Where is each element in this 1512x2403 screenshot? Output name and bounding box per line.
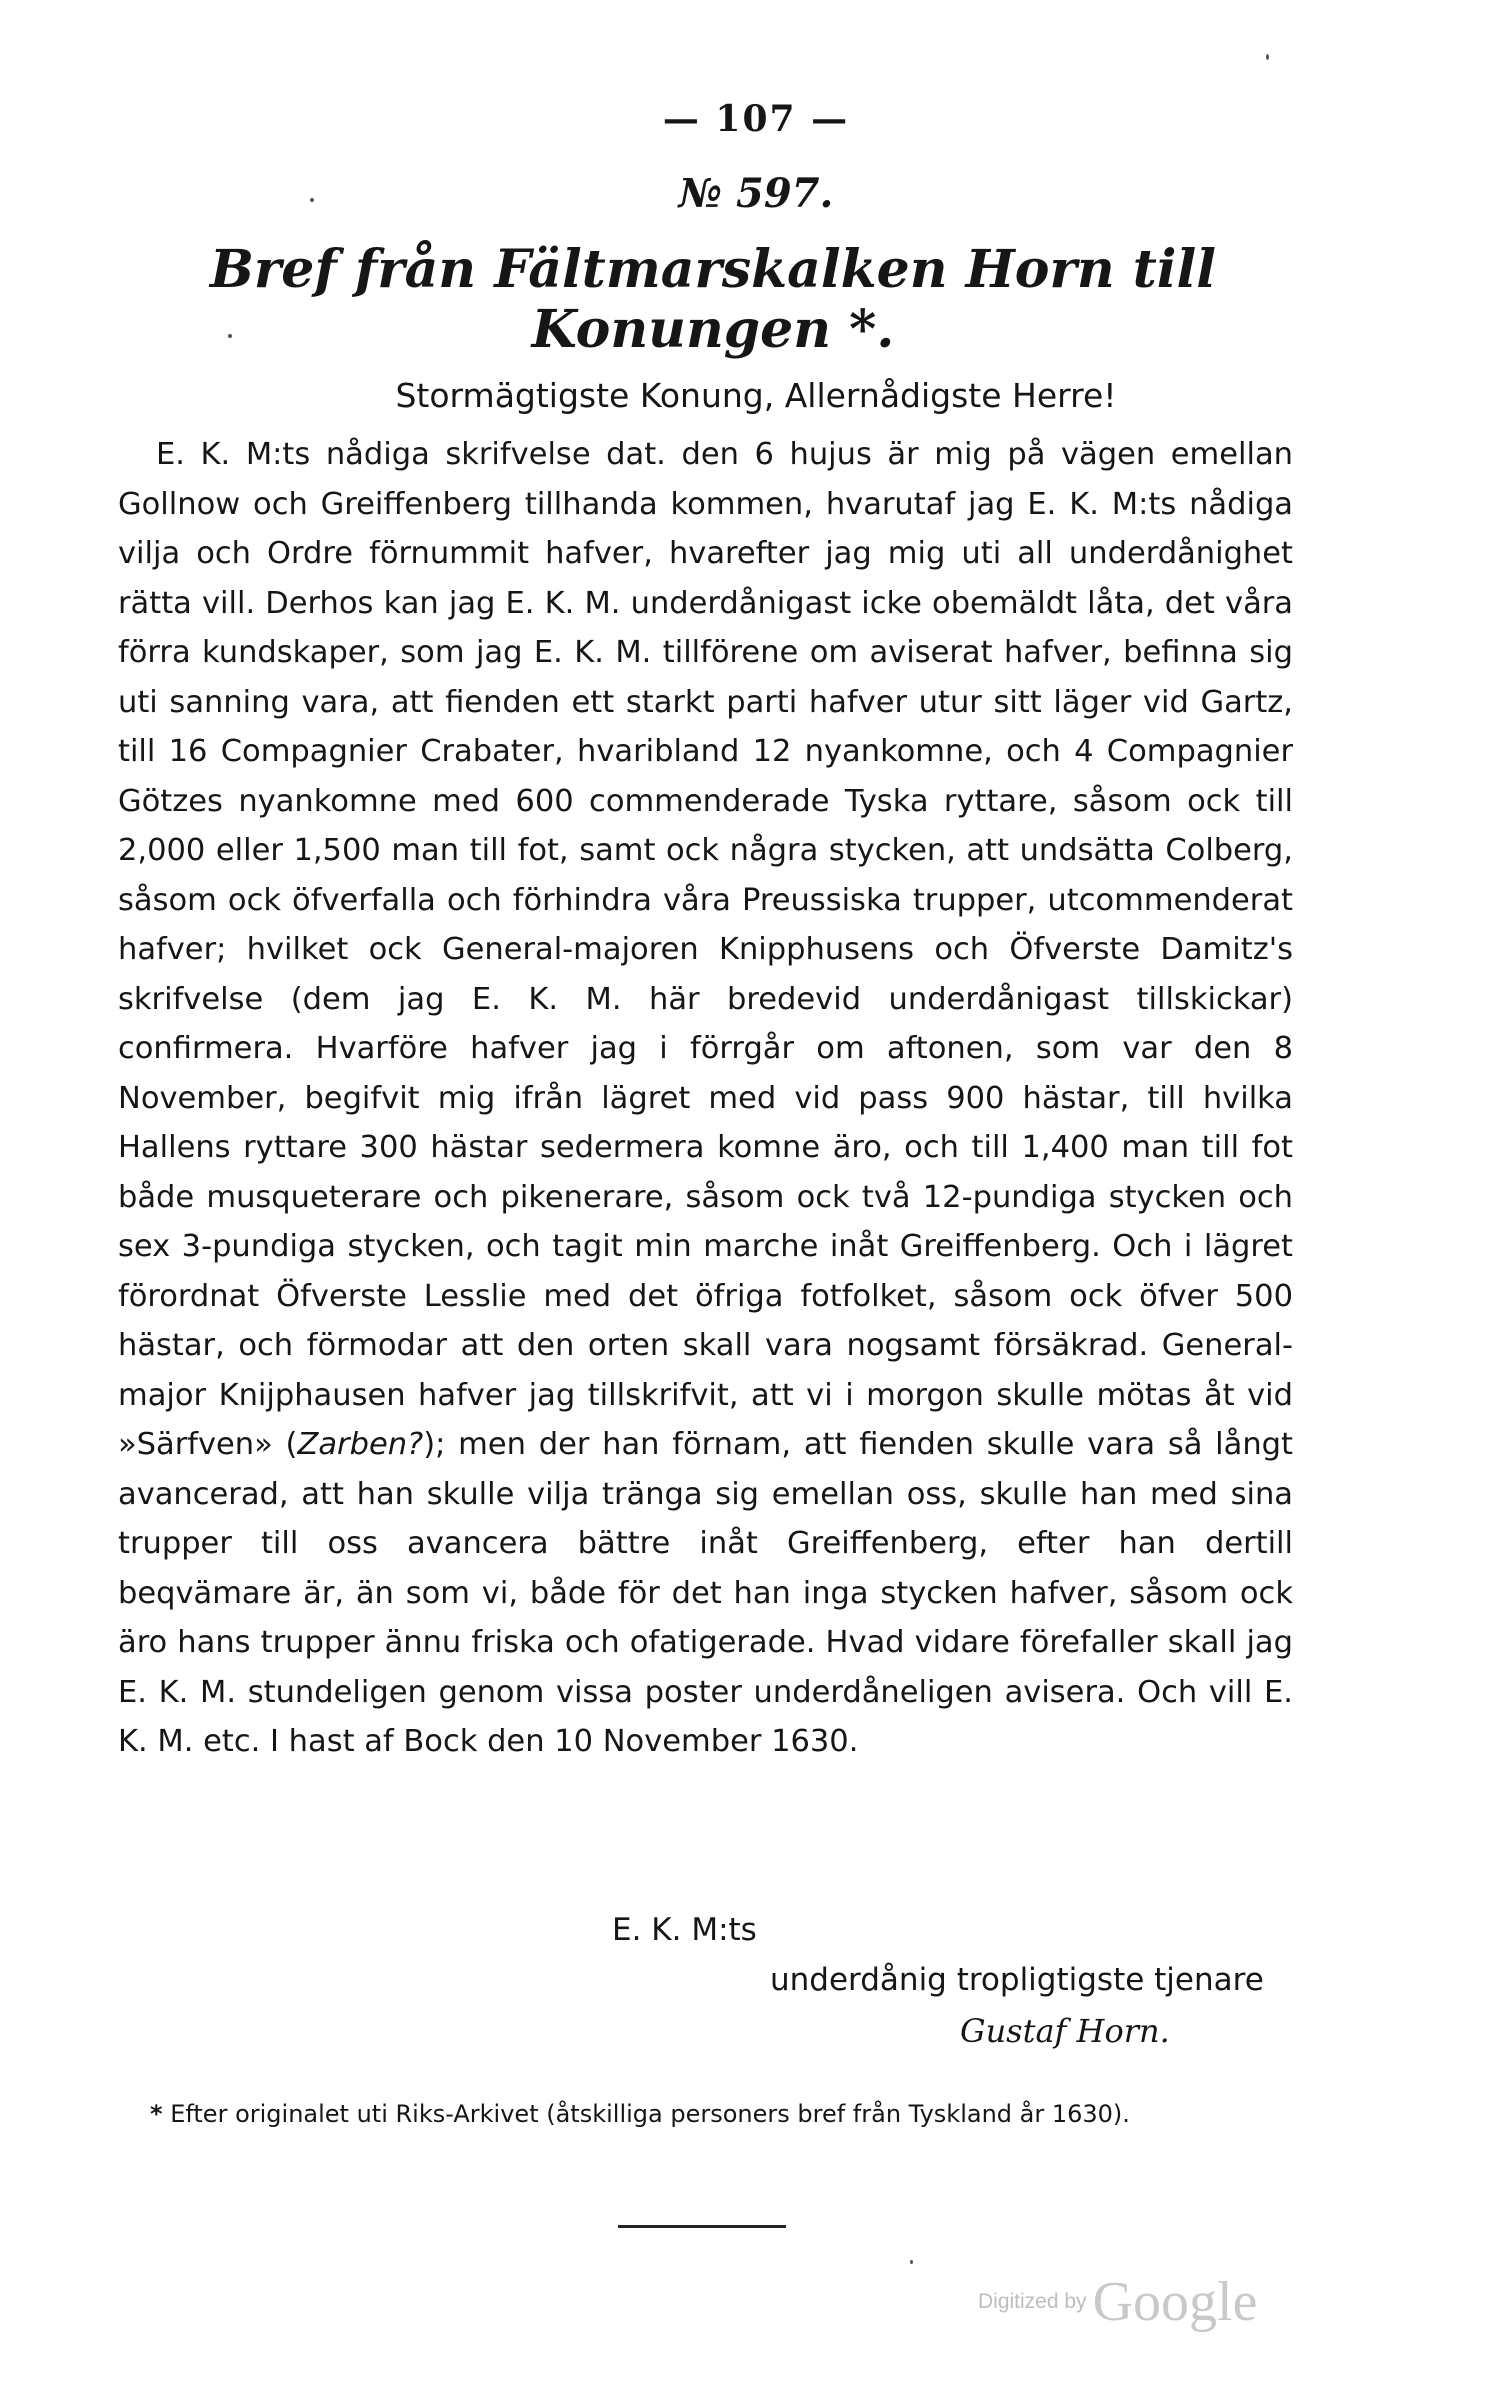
print-speck — [310, 198, 314, 202]
letter-body-emphasis: Zarben? — [297, 1427, 424, 1462]
signature: Gustaf Horn. — [960, 2012, 1170, 2050]
print-speck — [910, 2260, 913, 2264]
print-speck — [228, 334, 232, 338]
digitized-watermark — [978, 2270, 1257, 2334]
salutation: Stormägtigste Konung, Allernådigste Herre! — [395, 376, 1117, 415]
letter-title: Bref från Fältmarskalken Horn till Konungen *. — [209, 239, 1217, 360]
closing-formula: underdånig tropligtigste tjenare — [770, 1962, 1264, 1998]
watermark-prefix: Digitized by — [978, 2290, 1087, 2313]
letter-body-part-2: ); men der han förnam, att fienden skulle vara så långt avancerad, att han skulle vilja tränga sig emellan oss, skulle han med sina trupper till oss avancera bättre inåt Greiffenberg, efter han dertill beqvämare är, än som vi, både för det han inga stycken hafver, såsom ock äro hans trupper ännu friska och ofatigerade. Hvad vidare förefaller skall jag E. K. M. stundeligen genom vissa poster underdåneligen avisera. Och vill E. K. M. etc. I hast af Bock den 10 November 1630. — [118, 1427, 1293, 1759]
footnote-marker: * — [150, 2100, 163, 2128]
document-number: № 597. — [678, 170, 834, 217]
page-number: — 107 — — [662, 98, 850, 140]
print-speck — [1266, 54, 1269, 60]
watermark-brand: Google — [1092, 2271, 1258, 2333]
letter-body — [118, 430, 1293, 1767]
end-rule — [618, 2225, 786, 2228]
letter-body-part-1: E. K. M:ts nådiga skrifvelse dat. den 6 hujus är mig på vägen emellan Gollnow och Greiffenberg tillhanda kommen, hvarutaf jag E. K. M:ts nådiga vilja och Ordre förnummit hafver, hvarefter jag mig uti all underdånighet rätta vill. Derhos kan jag E. K. M. underdånigast icke obemäldt låta, det våra förra kundskaper, som jag E. K. M. tillförene om aviserat hafver, befinna sig uti sanning vara, att fienden ett starkt parti hafver utur sitt läger vid Gartz, till 16 Compagnier Crabater, hvaribland 12 nyankomne, och 4 Compagnier Götzes nyankomne med 600 commenderade Tyska ryttare, såsom ock till 2,000 eller 1,500 man till fot, samt ock några stycken, att undsätta Colberg, såsom ock öfverfalla och förhindra våra Preussiska trupper, utcommenderat hafver; hvilket ock General-majoren Knipphusens och Öfverste Damitz's skrifvelse (dem jag E. K. M. här bredevid underdånigast tillskickar) confirmera. Hvarföre hafver jag i förrgår om aftonen, som var den 8 November, begifvit mig ifrån lägret med vid pass 900 hästar, till hvilka Hallens ryttare 300 hästar sedermera komne äro, och till 1,400 man till fot både musqueterare och pikenerare, såsom ock två 12-pundiga stycken och sex 3-pundiga stycken, och tagit min marche inåt Greiffenberg. Och i lägret förordnat Öfverste Lesslie med det öfriga fotfolket, såsom ock öfver 500 hästar, och förmodar att den orten skall vara nogsamt försäkrad. General-major Knijphausen hafver jag tillskrifvit, att vi i morgon skulle mötas åt vid »Särfven» ( — [118, 437, 1293, 1462]
closing-address: E. K. M:ts — [612, 1912, 757, 1948]
footnote — [150, 2095, 1302, 2133]
footnote-text: Efter originalet uti Riks-Arkivet (åtskilliga personers bref från Tyskland år 1630). — [170, 2100, 1130, 2128]
footnote-separator — [118, 2082, 1293, 2083]
